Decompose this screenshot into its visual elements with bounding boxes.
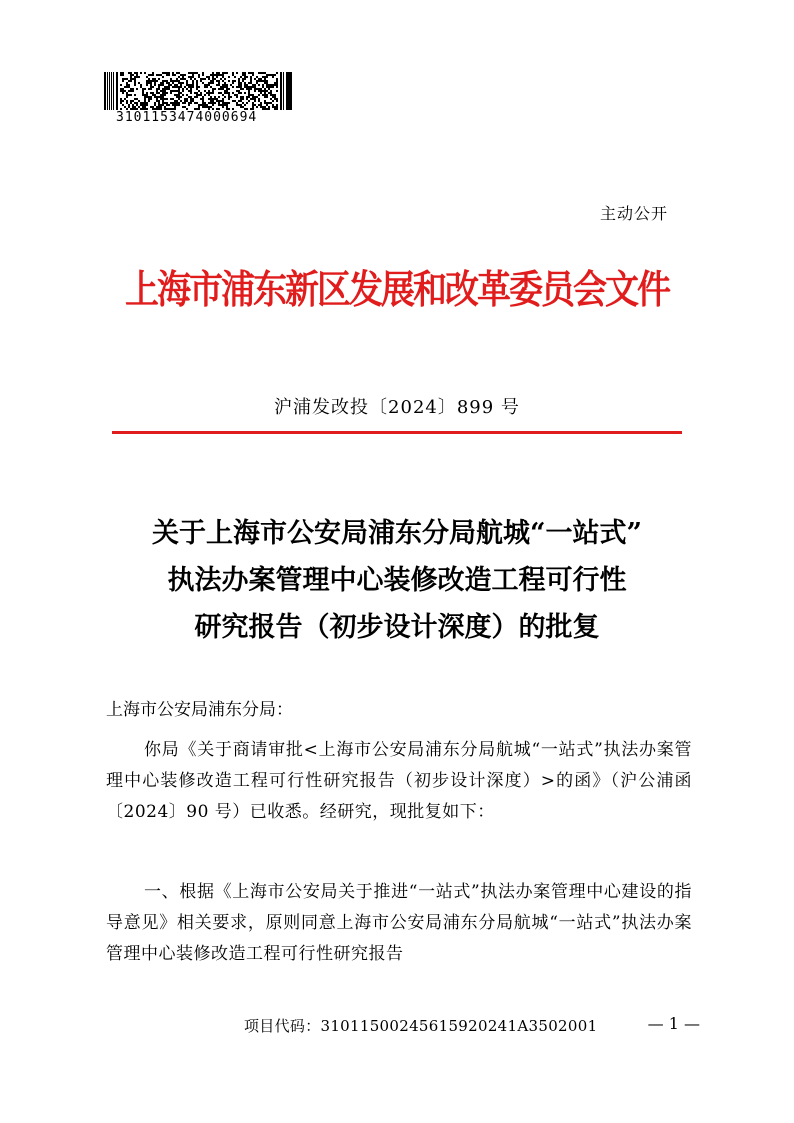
issuer-heading: 上海市浦东新区发展和改革委员会文件 bbox=[125, 267, 669, 314]
document-number: 沪浦发改投〔2024〕899 号 bbox=[274, 397, 520, 418]
title-line-2: 执法办案管理中心装修改造工程可行性 bbox=[167, 565, 627, 596]
title-line-1: 关于上海市公安局浦东分局航城“一站式” bbox=[151, 518, 643, 549]
recipient: 上海市公安局浦东分局： bbox=[106, 700, 293, 720]
page-number: — 1 — bbox=[647, 1014, 700, 1033]
body-paragraph-2: 一、根据《上海市公安局关于推进“一站式”执法办案管理中心建设的指导意见》相关要求，原则同意上海市公安局浦东分局航城“一站式”执法办案管理中心装修改造工程可行性研究报告 bbox=[106, 882, 692, 964]
disclosure-label: 主动公开 bbox=[600, 204, 669, 223]
red-divider bbox=[112, 431, 682, 434]
title-line-3: 研究报告（初步设计深度）的批复 bbox=[194, 612, 600, 643]
project-code: 项目代码：31011500245615920241A3502001 bbox=[244, 1017, 598, 1035]
document-title bbox=[0, 510, 794, 651]
barcode bbox=[104, 72, 292, 110]
barcode-number: 3101153474000694 bbox=[116, 110, 258, 125]
barcode-image bbox=[104, 72, 292, 110]
body-paragraph-1: 你局《关于商请审批<上海市公安局浦东分局航城“一站式”执法办案管理中心装修改造工程可行性研究报告（初步设计深度）>的函》（沪公浦函〔2024〕90 号）已收悉。经研究，现批复如下： bbox=[106, 740, 692, 822]
